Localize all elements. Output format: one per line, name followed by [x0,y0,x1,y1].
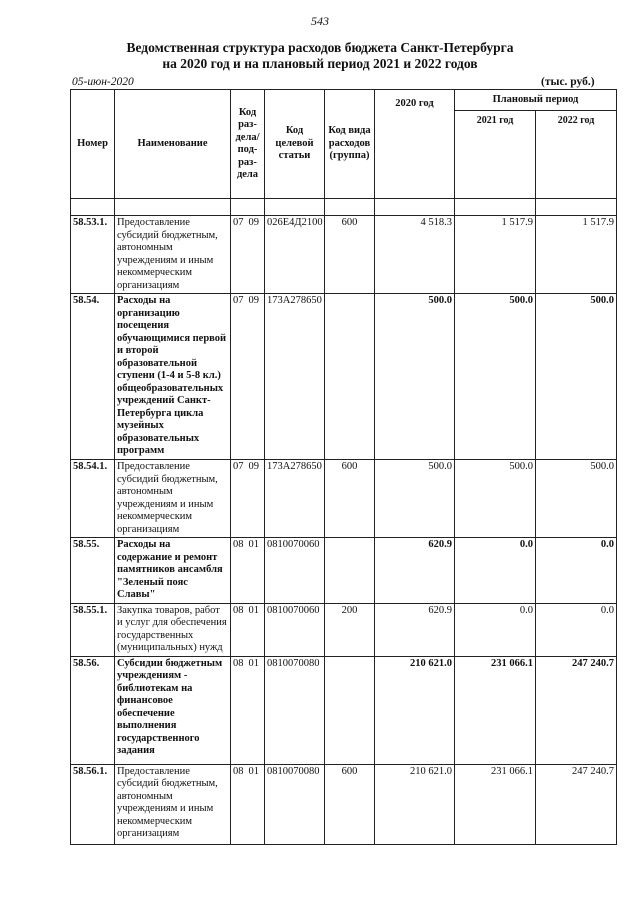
row-target-code: 0810070080 [265,656,325,764]
section-code: 07 [233,217,244,228]
subsection-code: 01 [248,657,259,669]
row-name: Расходы на содержание и ремонт памятников ансамбля "Зеленый пояс Славы" [115,538,231,604]
section-code: 08 [233,604,244,616]
row-name: Предоставление субсидий бюджетным, автономным учреждениям и иным некоммерческим организациям [115,764,231,844]
section-code: 08 [233,539,244,550]
section-code: 08 [233,657,244,669]
row-expense-type [325,538,375,604]
header-2020: 2020 год [375,90,455,199]
document-date: 05-июн-2020 [72,76,134,88]
subsection-code: 01 [248,539,259,550]
row-section-code [231,216,265,294]
header-section-code: Код раз-дела/ под-раз-дела [231,90,265,199]
header-row-top [71,90,617,111]
page-number: 543 [311,14,329,28]
row-amount-2022: 0.0 [536,538,617,604]
table-row [71,216,617,294]
row-amount-2022: 1 517.9 [536,216,617,294]
row-target-code: 026Е4Д2100 [265,216,325,294]
table-row [71,538,617,604]
section-code: 07 [233,461,244,472]
row-amount-2021: 0.0 [455,603,536,656]
row-section-code [231,764,265,844]
row-number: 58.56. [71,656,115,764]
row-amount-2022: 500.0 [536,460,617,538]
header-2022: 2022 год [536,111,617,199]
subsection-code: 09 [248,295,259,306]
row-amount-2020: 210 621.0 [375,656,455,764]
header-2021: 2021 год [455,111,536,199]
row-amount-2021: 1 517.9 [455,216,536,294]
table-body [71,216,617,845]
table-row [71,656,617,764]
row-name: Субсидии бюджетным учреждениям - библиотекам на финансовое обеспечение выполнения государственного задания [115,656,231,764]
row-expense-type: 600 [325,460,375,538]
title-line-1: Ведомственная структура расходов бюджета Санкт-Петербурга [126,40,514,55]
title-line-2: на 2020 год и на плановый период 2021 и 2022 годов [162,56,478,71]
row-expense-type [325,656,375,764]
row-amount-2021: 0.0 [455,538,536,604]
header-name: Наименование [115,90,231,199]
row-number: 58.56.1. [71,764,115,844]
row-section-code [231,603,265,656]
row-amount-2022: 500.0 [536,294,617,460]
row-number: 58.55.1. [71,603,115,656]
row-amount-2021: 500.0 [455,460,536,538]
row-name: Расходы на организацию посещения обучающимися первой и второй образовательной ступени (1-4 и 5-8 кл.) общеобразовательных учреждений Санкт-Петербурга цикла музейных образовательных программ [115,294,231,460]
row-number: 58.54.1. [71,460,115,538]
table-row [71,294,617,460]
row-name: Предоставление субсидий бюджетным, автономным учреждениям и иным некоммерческим организациям [115,216,231,294]
row-expense-type [325,294,375,460]
subsection-code: 01 [248,765,259,777]
row-expense-type: 600 [325,764,375,844]
header-spacer-row [71,199,617,216]
row-amount-2020: 4 518.3 [375,216,455,294]
row-section-code [231,656,265,764]
table-row [71,603,617,656]
row-amount-2021: 231 066.1 [455,656,536,764]
row-target-code: 173А278650 [265,460,325,538]
row-number: 58.53.1. [71,216,115,294]
row-target-code: 173А278650 [265,294,325,460]
row-section-code [231,460,265,538]
row-name: Предоставление субсидий бюджетным, автономным учреждениям и иным некоммерческим организациям [115,460,231,538]
row-amount-2020: 620.9 [375,538,455,604]
row-amount-2021: 231 066.1 [455,764,536,844]
row-amount-2022: 247 240.7 [536,656,617,764]
row-amount-2020: 620.9 [375,603,455,656]
subsection-code: 01 [248,604,259,616]
header-planned-period: Плановый период [455,90,617,111]
header-expense-type-code: Код вида расходов (группа) [325,90,375,199]
row-number: 58.54. [71,294,115,460]
subsection-code: 09 [248,217,259,228]
unit-label: (тыс. руб.) [541,76,595,88]
row-number: 58.55. [71,538,115,604]
subsection-code: 09 [248,461,259,472]
header-number: Номер [71,90,115,199]
section-code: 08 [233,765,244,777]
row-amount-2021: 500.0 [455,294,536,460]
row-expense-type: 200 [325,603,375,656]
row-target-code: 0810070060 [265,603,325,656]
row-name: Закупка товаров, работ и услуг для обеспечения государственных (муниципальных) нужд [115,603,231,656]
row-expense-type: 600 [325,216,375,294]
row-target-code: 0810070080 [265,764,325,844]
section-code: 07 [233,295,244,306]
row-amount-2020: 500.0 [375,460,455,538]
row-section-code [231,538,265,604]
row-amount-2020: 210 621.0 [375,764,455,844]
table-row [71,764,617,844]
row-amount-2022: 0.0 [536,603,617,656]
row-section-code [231,294,265,460]
row-target-code: 0810070060 [265,538,325,604]
document-title [0,40,640,72]
table-row [71,460,617,538]
header-target-code: Код целевой статьи [265,90,325,199]
row-amount-2020: 500.0 [375,294,455,460]
row-amount-2022: 247 240.7 [536,764,617,844]
budget-table [70,89,617,845]
